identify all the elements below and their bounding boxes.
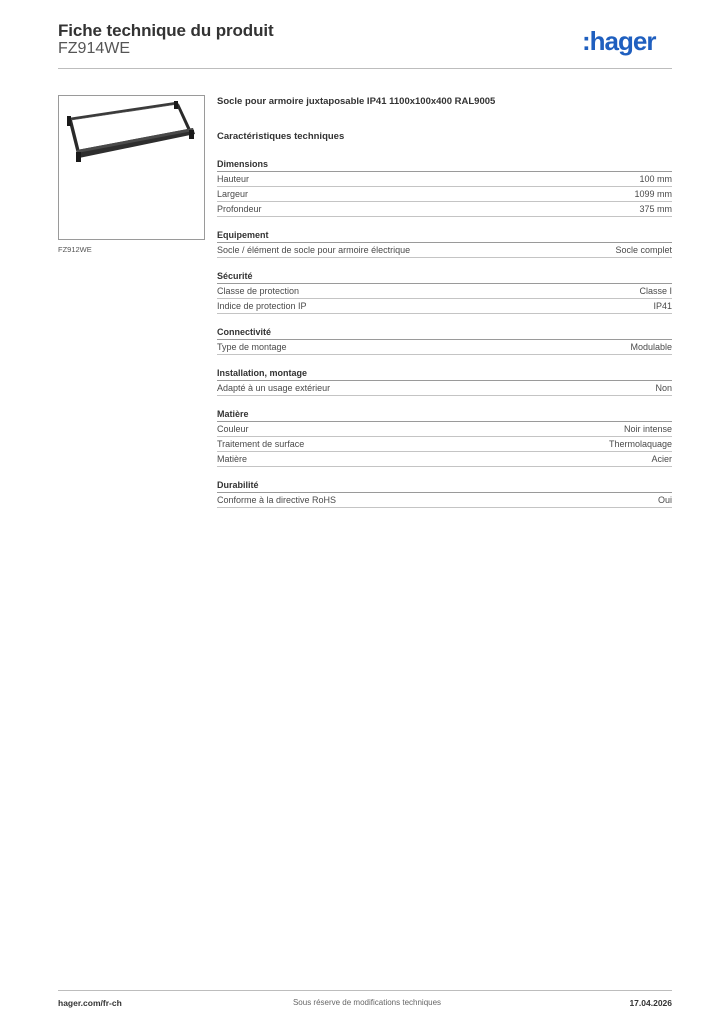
spec-value: Thermolaquage	[608, 439, 672, 449]
spec-value: IP41	[653, 301, 672, 311]
spec-row	[217, 381, 672, 396]
spec-label: Socle / élément de socle pour armoire électrique	[217, 245, 411, 255]
spec-label: Matière	[217, 454, 248, 464]
spec-groups	[217, 158, 672, 508]
spec-label: Hauteur	[217, 174, 250, 184]
spec-value: Classe I	[639, 286, 672, 296]
spec-group	[217, 229, 672, 258]
plinth-frame-icon	[59, 96, 206, 241]
spec-row	[217, 340, 672, 355]
spec-value: Noir intense	[623, 424, 672, 434]
spec-label: Largeur	[217, 189, 249, 199]
spec-group-title: Connectivité	[217, 326, 672, 340]
spec-value: Modulable	[630, 342, 672, 352]
spec-label: Conforme à la directive RoHS	[217, 495, 337, 505]
spec-row	[217, 452, 672, 467]
spec-label: Profondeur	[217, 204, 262, 214]
spec-row	[217, 422, 672, 437]
spec-label: Type de montage	[217, 342, 287, 352]
spec-label: Traitement de surface	[217, 439, 305, 449]
spec-group	[217, 270, 672, 314]
footer-website: hager.com/fr-ch	[58, 998, 122, 1008]
spec-value: 375 mm	[639, 204, 672, 214]
image-caption: FZ912WE	[58, 245, 92, 254]
spec-group	[217, 479, 672, 508]
spec-group	[217, 326, 672, 355]
spec-group	[217, 408, 672, 467]
spec-row	[217, 202, 672, 217]
spec-group-title: Sécurité	[217, 270, 672, 284]
spec-value: 100 mm	[639, 174, 672, 184]
spec-label: Classe de protection	[217, 286, 300, 296]
spec-value: 1099 mm	[634, 189, 672, 199]
logo-text: :hager	[582, 27, 656, 56]
spec-group-title: Dimensions	[217, 158, 672, 172]
footer-date: 17.04.2026	[629, 998, 672, 1008]
spec-group-title: Durabilité	[217, 479, 672, 493]
spec-row	[217, 299, 672, 314]
spec-group-title: Equipement	[217, 229, 672, 243]
spec-label: Indice de protection IP	[217, 301, 307, 311]
hager-logo	[582, 27, 672, 57]
spec-value: Socle complet	[615, 245, 672, 255]
spec-value: Acier	[651, 454, 672, 464]
header-divider	[58, 68, 672, 69]
spec-group	[217, 367, 672, 396]
footer-divider	[58, 990, 672, 991]
specs-heading: Caractéristiques techniques	[217, 131, 345, 142]
spec-row	[217, 493, 672, 508]
spec-row	[217, 284, 672, 299]
spec-row	[217, 243, 672, 258]
spec-value: Oui	[657, 495, 672, 505]
page-title: Fiche technique du produit	[58, 21, 274, 40]
spec-row	[217, 437, 672, 452]
spec-group	[217, 158, 672, 217]
spec-value: Non	[655, 383, 672, 393]
product-reference: FZ914WE	[58, 40, 131, 57]
footer-disclaimer: Sous réserve de modifications techniques	[292, 998, 442, 1007]
spec-row	[217, 187, 672, 202]
spec-row	[217, 172, 672, 187]
spec-content	[217, 96, 672, 508]
spec-group-title: Installation, montage	[217, 367, 672, 381]
spec-label: Adapté à un usage extérieur	[217, 383, 331, 393]
product-name: Socle pour armoire juxtaposable IP41 1100x100x400 RAL9005	[217, 96, 496, 107]
product-image	[58, 95, 205, 240]
spec-group-title: Matière	[217, 408, 672, 422]
spec-label: Couleur	[217, 424, 249, 434]
